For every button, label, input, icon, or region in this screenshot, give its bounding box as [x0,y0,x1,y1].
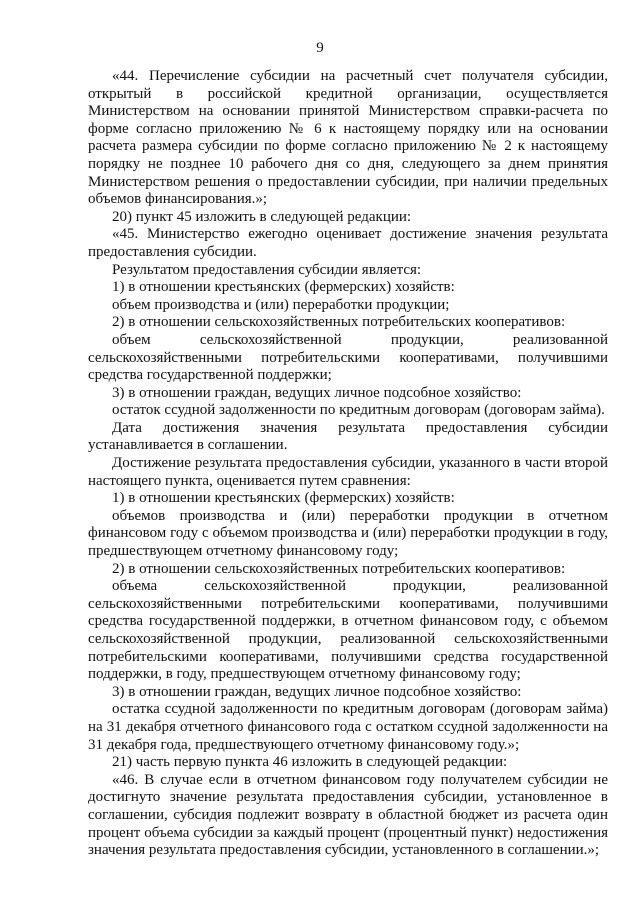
paragraph-44: «44. Перечисление субсидии на расчетный счет получателя субсидии, открытый в российской кредитной организации, осуществляется Министерством на основании принятой Министерством справки-расчета по форме согласно приложению № 6 к настоящему порядку или на основании расчета размера субсидии по форме согласно приложению № 2 к настоящему порядку не позднее 10 рабочего дня со дня, следующего за днем принятия Министерством решения о предоставлении субсидии, при наличии предельных объемов финансирования.»; [88,68,608,208]
paragraph-eval-farms-volume: объемов производства и (или) переработки продукции в отчетном финансовом году с объемом производства и (или) переработки продукции в году, предшествующем отчетному финансовому году; [88,507,608,560]
paragraph-cooperatives: 2) в отношении сельскохозяйственных потребительских кооперативов: [112,314,566,331]
document-body [88,68,608,860]
paragraph-result-intro: Результатом предоставления субсидии является: [112,261,422,278]
paragraph-eval-farms: 1) в отношении крестьянских (фермерских) хозяйств: [112,490,455,507]
paragraph-eval-cooperatives-volume: объема сельскохозяйственной продукции, реализованной сельскохозяйственными потребительскими кооперативами, получившими средства государственной поддержки, в отчетном финансовом году, с объемом сельскохозяйственной продукции, реализованной сельскохозяйственными потребительскими кооперативами, получившими средства государственной поддержки, в году, предшествующем отчетному финансовому году; [88,578,608,683]
paragraph-45: «45. Министерство ежегодно оценивает достижение значения результата предоставления субсидии. [88,226,608,260]
paragraph-households-debt: остаток ссудной задолженности по кредитным договорам (договорам займа). [112,402,605,419]
paragraph-eval-households: 3) в отношении граждан, ведущих личное подсобное хозяйство: [112,683,522,700]
paragraph-households: 3) в отношении граждан, ведущих личное подсобное хозяйство: [112,384,522,401]
paragraph-amend-21: 21) часть первую пункта 46 изложить в следующей редакции: [112,754,508,771]
paragraph-farms: 1) в отношении крестьянских (фермерских) хозяйств: [112,279,455,296]
page-number: 9 [316,40,324,56]
paragraph-46: «46. В случае если в отчетном финансовом году получателем субсидии не достигнуто значение результата предоставления субсидии, установленное в соглашении, субсидия подлежит возврату в областной бюджет из расчета один процент объема субсидии за каждый процент (процентный пункт) недостижения значения результата предоставления субсидии, установленного в соглашении.»; [88,771,608,859]
paragraph-eval-households-debt: остатка ссудной задолженности по кредитным договорам (договорам займа) на 31 декабря отчетного финансового года с остатком ссудной задолженности на 31 декабря года, предшествующего отчетному финансовому году.»; [88,701,608,753]
paragraph-farms-volume: объем производства и (или) переработки продукции; [112,296,450,313]
paragraph-amend-20: 20) пункт 45 изложить в следующей редакции: [112,208,412,225]
paragraph-evaluation: Достижение результата предоставления субсидии, указанного в части второй настоящего пункта, оценивается путем сравнения: [88,455,608,489]
paragraph-date: Дата достижения значения результата предоставления субсидии устанавливается в соглашении. [88,419,608,454]
paragraph-eval-cooperatives: 2) в отношении сельскохозяйственных потребительских кооперативов: [112,560,566,577]
paragraph-cooperatives-volume: объем сельскохозяйственной продукции, реализованной сельскохозяйственными потребительскими кооперативами, получившими средства государственной поддержки; [88,331,608,384]
